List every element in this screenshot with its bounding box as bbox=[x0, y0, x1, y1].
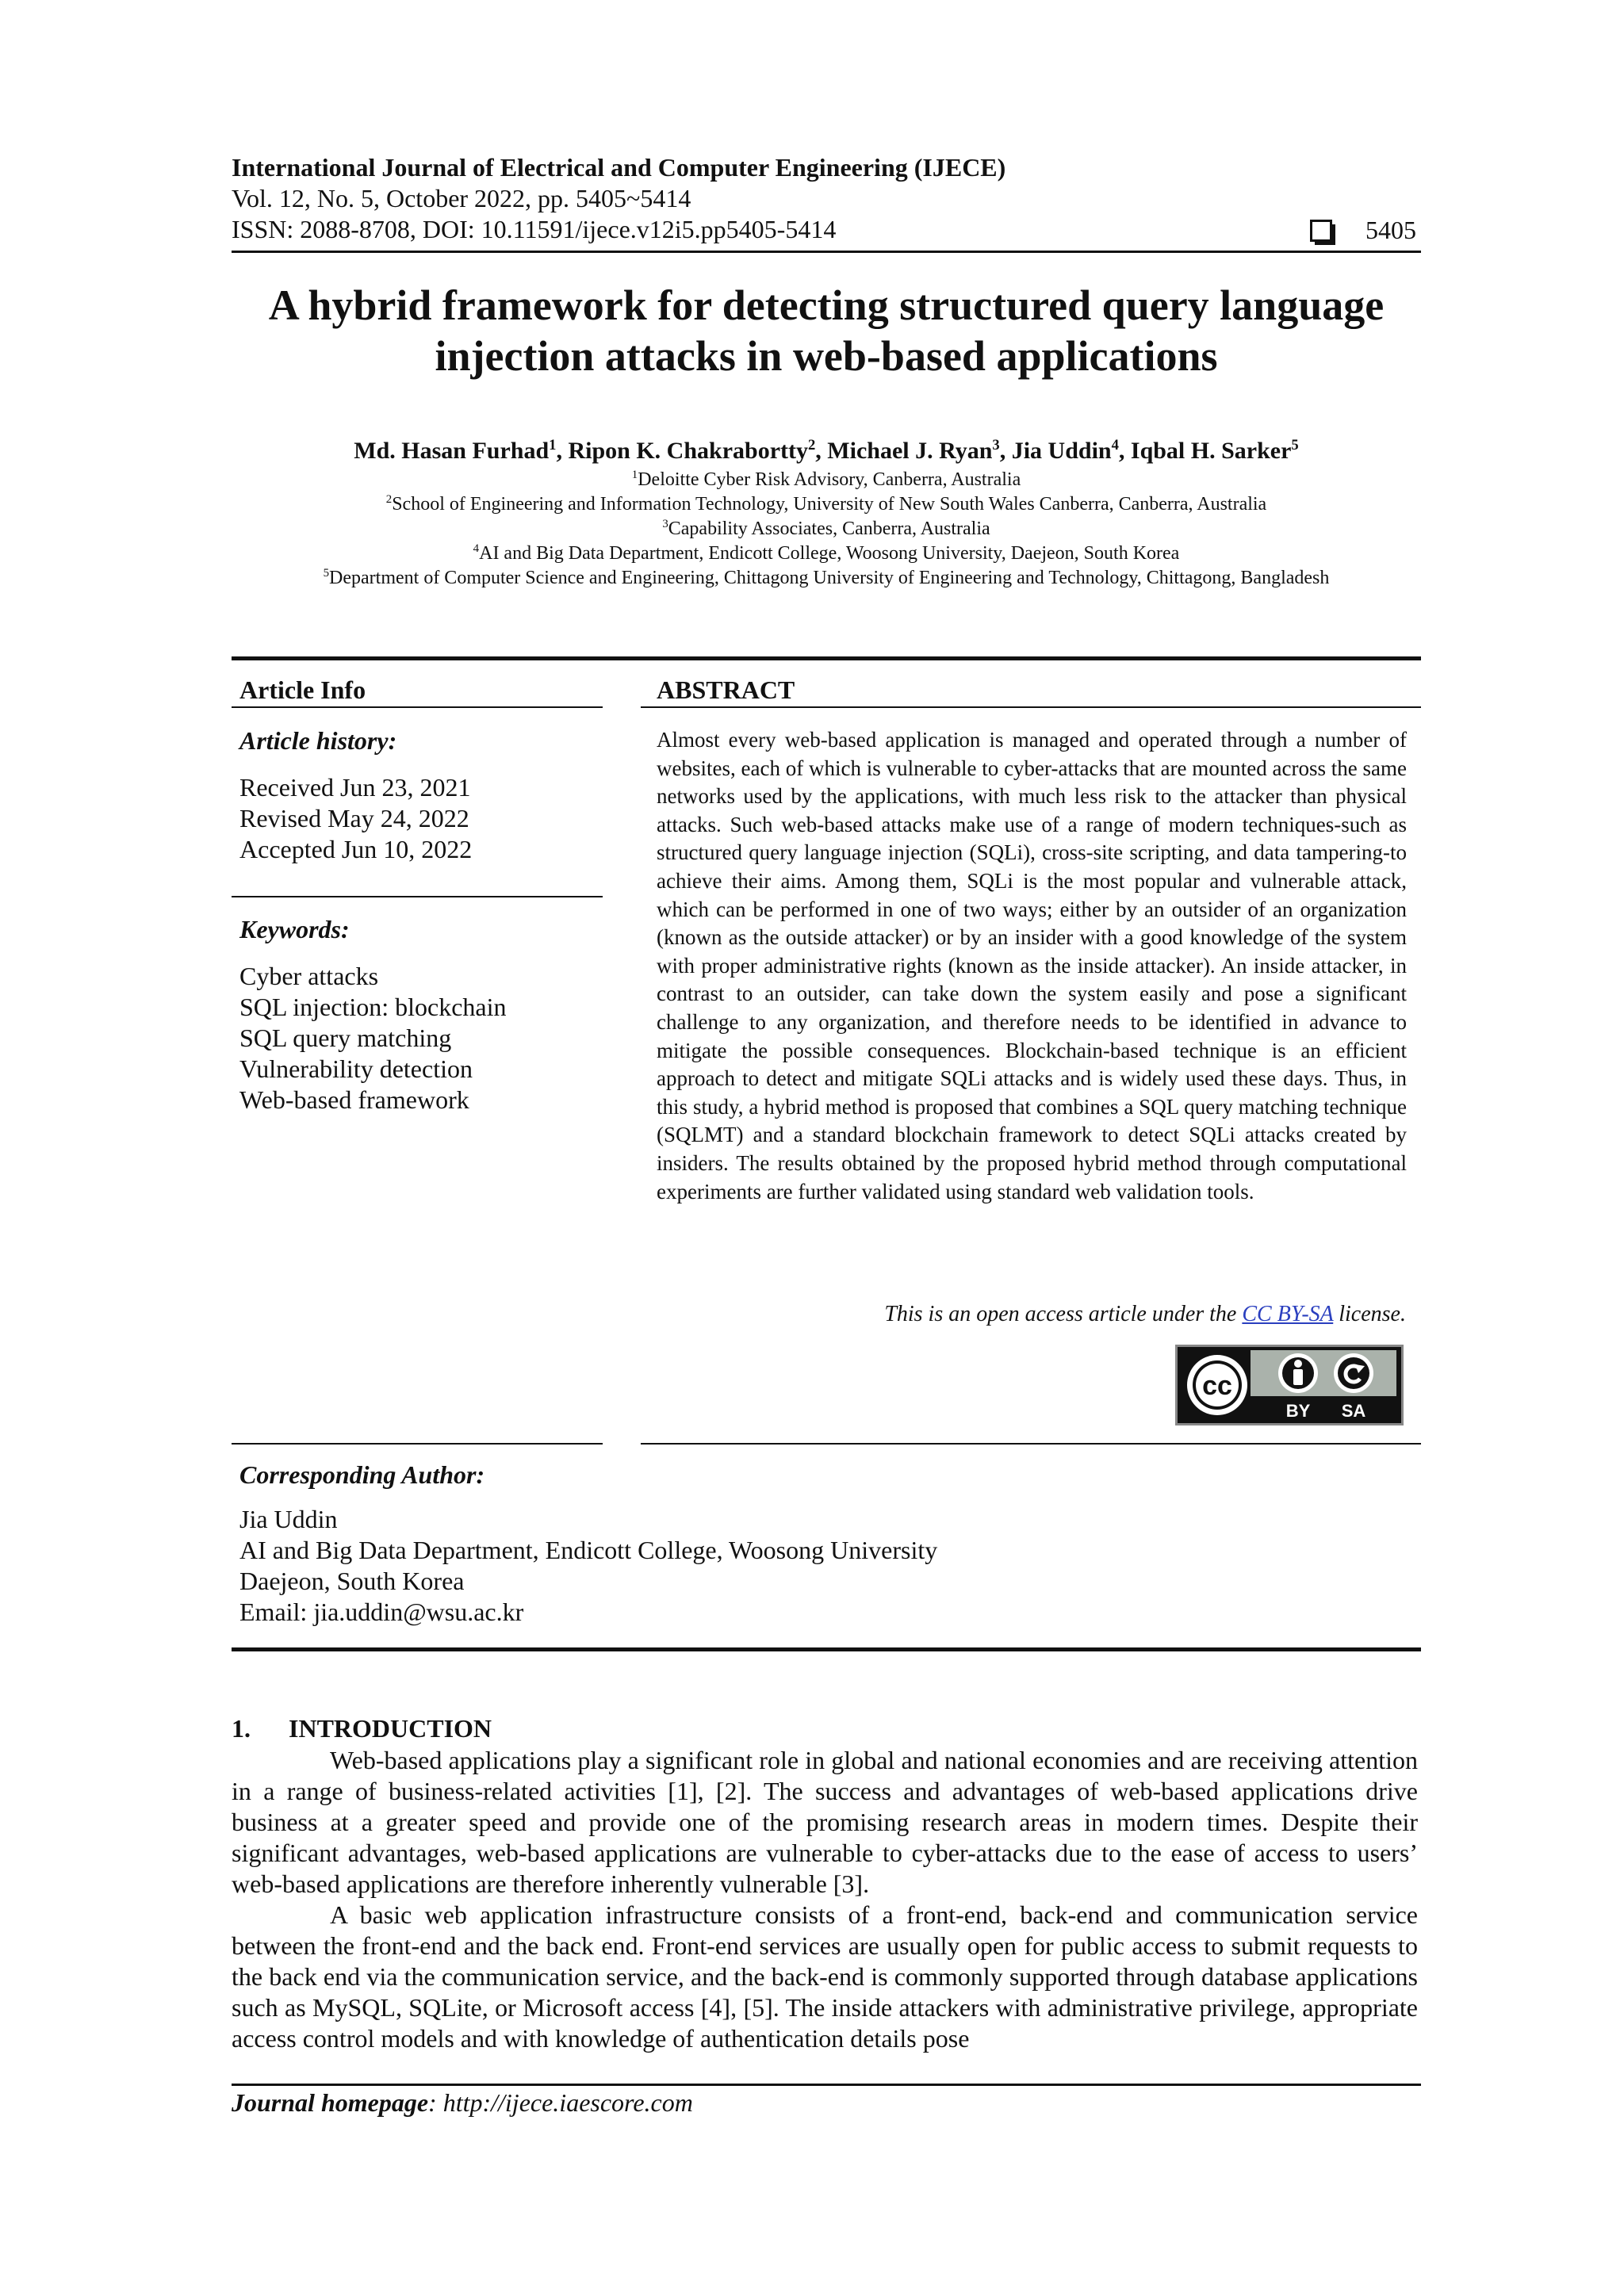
author: Md. Hasan Furhad$^1$ bbox=[354, 437, 557, 464]
keyword: SQL query matching bbox=[239, 1024, 452, 1052]
history-accepted: Accepted Jun 10, 2022 bbox=[239, 835, 473, 863]
header-rule bbox=[232, 251, 1421, 253]
info-top-rule bbox=[232, 656, 1421, 660]
abstract-bottom-rule bbox=[641, 1443, 1421, 1445]
keyword: Web-based framework bbox=[239, 1085, 469, 1114]
affiliation: $^5$Department of Computer Science and Engineering, Chittagong University of Engineering and Technology, Chittagong, Bangladesh bbox=[323, 567, 1330, 588]
keywords-bottom-rule bbox=[232, 1443, 603, 1445]
abstract-heading: ABSTRACT bbox=[657, 675, 795, 704]
badge-by-label: BY bbox=[1285, 1401, 1311, 1421]
corresponding-author bbox=[239, 1460, 937, 1628]
paper-title bbox=[232, 280, 1421, 381]
checkbox-icon bbox=[1310, 220, 1332, 242]
intro-paragraph-1: Web-based applications play a significant role in global and national economies and are receiving attention in a range of business-related activities [1], [2]. The success and advantages of web-based applications drive business at a greater speed and provide one of the promising research areas in modern times. Despite their significant advantages, web-based applications are vulnerable to cyber-attacks due to the ease of access to users’ web-based applications are therefore inherently vulnerable [3]. bbox=[232, 1746, 1418, 1898]
history-revised: Revised May 24, 2022 bbox=[239, 804, 469, 832]
footer-rule bbox=[232, 2084, 1421, 2086]
keywords-heading: Keywords: bbox=[239, 915, 350, 943]
info-bottom-rule bbox=[232, 1647, 1421, 1651]
page-number: 5405 bbox=[1365, 216, 1416, 244]
keyword: Cyber attacks bbox=[239, 962, 379, 990]
journal-name: International Journal of Electrical and Computer Engineering (IJECE) bbox=[232, 153, 1006, 182]
affiliation: $^2$School of Engineering and Information Technology, University of New South Wales Canberra, Canberra, Australia bbox=[385, 493, 1267, 515]
abstract-rule bbox=[641, 706, 1421, 708]
author: Michael J. Ryan$^3$ bbox=[827, 437, 1000, 464]
corresponding-heading: Corresponding Author: bbox=[239, 1460, 485, 1489]
corresponding-name: Jia Uddin bbox=[239, 1505, 338, 1533]
journal-homepage: Journal homepage: http://ijece.iaescore.com bbox=[232, 2088, 693, 2117]
journal-header bbox=[232, 152, 1005, 245]
affiliation: $^4$AI and Big Data Department, Endicott College, Woosong University, Daejeon, South Korea bbox=[473, 542, 1180, 564]
keyword-list bbox=[239, 961, 604, 1115]
badge-sa-label: SA bbox=[1341, 1401, 1366, 1421]
attribution-icon bbox=[1278, 1353, 1318, 1393]
cc-by-sa-badge bbox=[1175, 1345, 1404, 1425]
section-heading-introduction: 1. INTRODUCTION bbox=[232, 1714, 492, 1743]
author: Iqbal H. Sarker$^5$ bbox=[1130, 437, 1299, 464]
page-number-block bbox=[1310, 216, 1416, 245]
affiliation-list bbox=[232, 468, 1421, 591]
journal-issn: ISSN: 2088-8708, DOI: 10.11591/ijece.v12i5.pp5405-5414 bbox=[232, 215, 837, 243]
title-line-2: injection attacks in web-based applications bbox=[435, 332, 1218, 380]
license-link[interactable]: CC BY-SA bbox=[1242, 1302, 1334, 1326]
author: Jia Uddin$^4$ bbox=[1011, 437, 1119, 464]
journal-volume: Vol. 12, No. 5, October 2022, pp. 5405~5414 bbox=[232, 184, 691, 212]
share-alike-icon bbox=[1334, 1353, 1373, 1393]
corresponding-location: Daejeon, South Korea bbox=[239, 1567, 465, 1595]
license-statement: This is an open access article under the CC BY-SA license. bbox=[884, 1302, 1406, 1326]
history-rule bbox=[232, 896, 603, 897]
article-info-heading: Article Info bbox=[239, 675, 366, 704]
intro-paragraph-2: A basic web application infrastructure consists of a front-end, back-end and communication service between the front-end and the back end. Front-end services are usually open for public access to submit requests to the back end via the communication service, and the back-end is commonly supported through database applications such as MySQL, SQLite, or Microsoft access [4], [5]. The inside attackers with administrative privilege, appropriate access control models and with knowledge of authentication details pose bbox=[232, 1900, 1418, 2053]
affiliation: $^1$Deloitte Cyber Risk Advisory, Canberra, Australia bbox=[631, 469, 1021, 490]
corresponding-details bbox=[239, 1504, 937, 1628]
abstract-text: Almost every web-based application is managed and operated through a number of websites, each of which is vulnerable to cyber-attacks that are mounted across the same networks used by the applications, with much less risk to the attacker than physical attacks. Such web-based attacks make use of a range of modern techniques-such as structured query language injection (SQLi), cross-site scripting, and data tampering-to achieve their aims. Among them, SQLi is the most popular and vulnerable attack, which can be performed in one of two ways; either by an outsider of an organization (known as the outside attacker) or by an insider with a good knowledge of the system with proper administrative rights (known as the inside attacker). An inside attacker, in contrast to an outsider, can take down the system easily and pose a significant challenge to any organization, and therefore needs to be identified in advance to mitigate the possible consequences. Blockchain-based technique is an efficient approach to detect and mitigate SQLi attacks and is widely used these days. Thus, in this study, a hybrid method is proposed that combines a SQL query matching technique (SQLMT) and a standard blockchain framework to detect SQLi attacks created by insiders. The results obtained by the proposed hybrid method through computational experiments are further validated using standard web validation tools. bbox=[657, 728, 1407, 1203]
keyword: SQL injection: blockchain bbox=[239, 993, 507, 1021]
article-info-rule bbox=[232, 706, 603, 708]
author: Ripon K. Chakrabortty$^2$ bbox=[568, 437, 816, 464]
author-list: Md. Hasan Furhad$^1$, Ripon K. Chakrabortty$^2$, Michael J. Ryan$^3$, Jia Uddin$^4$, Iqbal H. Sarker$^5$ bbox=[354, 437, 1299, 464]
keyword: Vulnerability detection bbox=[239, 1054, 473, 1083]
corresponding-affiliation: AI and Big Data Department, Endicott College, Woosong University bbox=[239, 1536, 938, 1564]
svg-text:cc: cc bbox=[1202, 1371, 1232, 1401]
history-received: Received Jun 23, 2021 bbox=[239, 773, 471, 802]
corresponding-email: Email: jia.uddin@wsu.ac.kr bbox=[239, 1598, 524, 1626]
cc-badge-graphic bbox=[1178, 1347, 1401, 1423]
history-heading: Article history: bbox=[239, 726, 397, 755]
creative-commons-icon bbox=[1187, 1355, 1247, 1415]
title-line-1: A hybrid framework for detecting structured query language bbox=[268, 281, 1385, 329]
article-history bbox=[239, 772, 604, 865]
affiliation: $^3$Capability Associates, Canberra, Australia bbox=[662, 518, 990, 539]
